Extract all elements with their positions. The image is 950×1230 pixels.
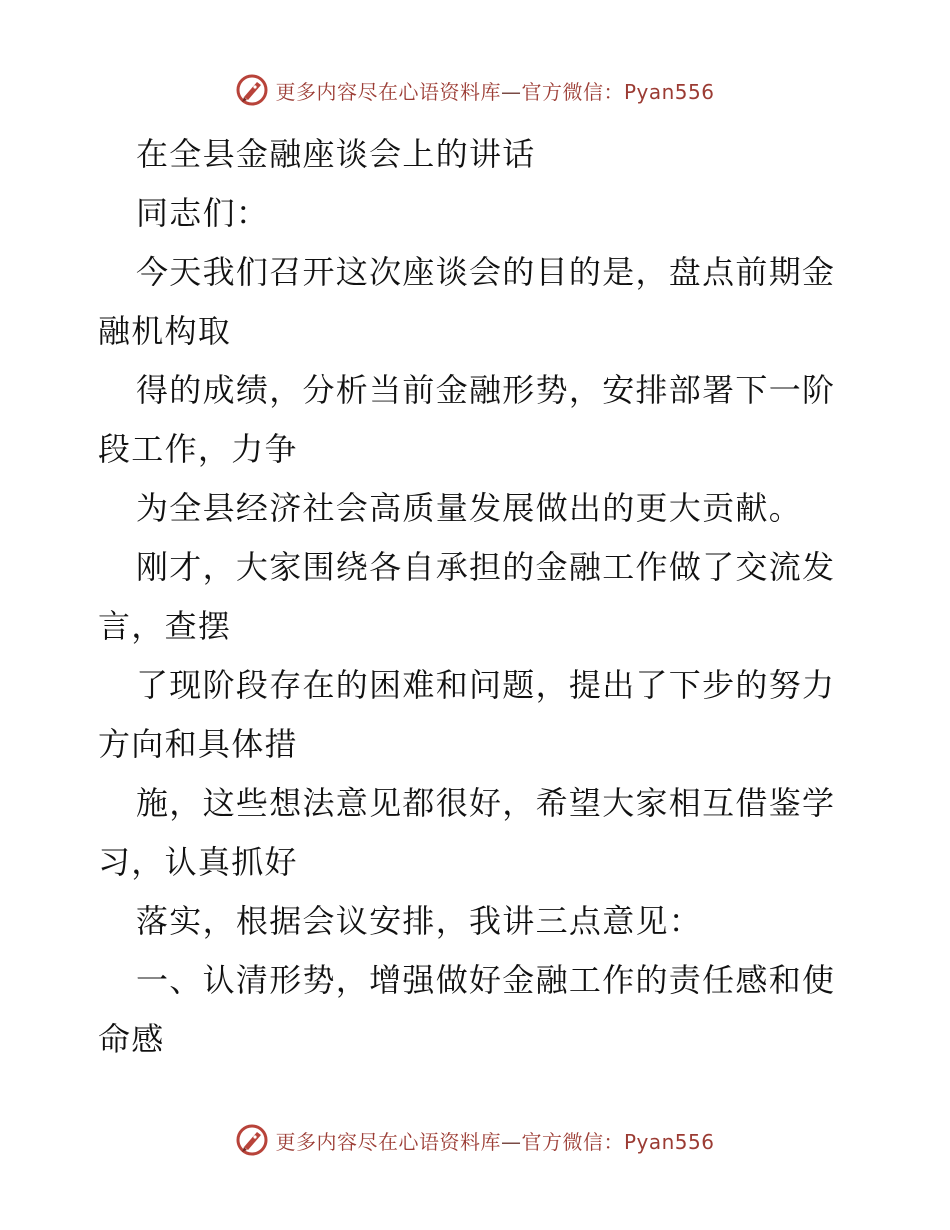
watermark-contact: 官方微信：Pyan556 bbox=[521, 1129, 715, 1154]
watermark-text bbox=[275, 76, 714, 105]
paragraph-line: 施，这些想法意见都很好，希望大家相互借鉴学 bbox=[136, 784, 836, 822]
watermark-main: 更多内容尽在心语资料库 bbox=[275, 79, 501, 104]
watermark-text bbox=[275, 1126, 714, 1155]
watermark-separator: — bbox=[500, 79, 522, 104]
document-title: 在全县金融座谈会上的讲话 bbox=[136, 135, 536, 173]
section-heading: 一、认清形势，增强做好金融工作的责任感和使 bbox=[136, 961, 836, 999]
salutation: 同志们： bbox=[136, 194, 270, 232]
paragraph-line: 为全县经济社会高质量发展做出的更大贡献。 bbox=[136, 489, 803, 527]
paragraph-line: 落实，根据会议安排，我讲三点意见： bbox=[136, 902, 703, 940]
watermark-contact: 官方微信：Pyan556 bbox=[521, 79, 715, 104]
section-heading-continued: 命感 bbox=[98, 1020, 165, 1058]
paragraph-line: 了现阶段存在的困难和问题，提出了下步的努力 bbox=[136, 666, 836, 704]
footer-watermark bbox=[0, 1120, 950, 1160]
paragraph-line: 融机构取 bbox=[98, 312, 232, 350]
paragraph-line: 今天我们召开这次座谈会的目的是，盘点前期金 bbox=[136, 253, 836, 291]
pen-logo-icon bbox=[235, 1123, 269, 1157]
paragraph-line: 刚才，大家围绕各自承担的金融工作做了交流发 bbox=[136, 548, 836, 586]
paragraph-line: 习，认真抓好 bbox=[98, 843, 298, 881]
paragraph-line: 言，查摆 bbox=[98, 607, 232, 645]
pen-logo-icon bbox=[235, 73, 269, 107]
paragraph-line: 得的成绩，分析当前金融形势，安排部署下一阶 bbox=[136, 371, 836, 409]
watermark-separator: — bbox=[500, 1129, 522, 1154]
document-body bbox=[98, 125, 858, 1069]
paragraph-line: 段工作，力争 bbox=[98, 430, 298, 468]
watermark-main: 更多内容尽在心语资料库 bbox=[275, 1129, 501, 1154]
header-watermark bbox=[0, 70, 950, 110]
paragraph-line: 方向和具体措 bbox=[98, 725, 298, 763]
